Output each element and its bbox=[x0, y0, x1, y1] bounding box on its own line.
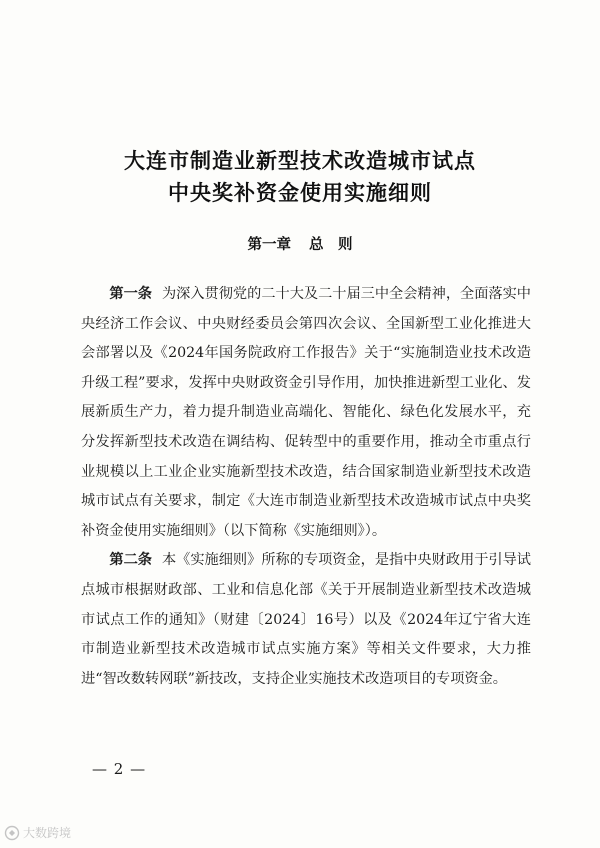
article-text: 本《实施细则》所称的专项资金，是指中央财政用于引导试点城市根据财政部、工业和信息化部《关于开展制造业新型技术改造城市试点工作的通知》（财建〔2024〕16号）以及《2024年辽宁省大连市制造业新型技术改造城市试点实施方案》等相关文件要求，大力推进“智改数转网联”新技改，支持企业实施技术改造项目的专项资金。 bbox=[81, 552, 531, 687]
article-label: 第一条 bbox=[109, 286, 152, 302]
chapter-heading bbox=[0, 233, 600, 254]
chapter-name: 总 则 bbox=[309, 237, 353, 253]
article-paragraph bbox=[81, 280, 531, 546]
document-title-line-2: 中央奖补资金使用实施细则 bbox=[168, 181, 432, 205]
document-body bbox=[81, 280, 531, 694]
article-text: 为深入贯彻党的二十大及二十届三中全会精神，全面落实中央经济工作会议、中央财经委员会第四次会议、全国新型工业化推进大会部署以及《2024年国务院政府工作报告》关于“实施制造业技术改造升级工程”要求，发挥中央财政资金引导作用，加快推进新型工业化、发展新质生产力，着力提升制造业高端化、智能化、绿色化发展水平，充分发挥新型技术改造在调结构、促转型中的重要作用，推动全市重点行业规模以上工业企业实施新型技术改造，结合国家制造业新型技术改造城市试点有关要求，制定《大连市制造业新型技术改造城市试点中央奖补资金使用实施细则》（以下简称《实施细则》）。 bbox=[81, 286, 531, 539]
article-paragraph bbox=[81, 546, 531, 694]
page-number: — 2 — bbox=[92, 760, 147, 778]
brand-logo-icon bbox=[4, 825, 20, 841]
document-title-line-1: 大连市制造业新型技术改造城市试点 bbox=[124, 149, 476, 173]
watermark-text: 大数跨境 bbox=[23, 826, 72, 840]
watermark bbox=[4, 824, 71, 841]
article-label: 第二条 bbox=[109, 552, 152, 569]
chapter-label: 第一章 bbox=[247, 237, 291, 253]
